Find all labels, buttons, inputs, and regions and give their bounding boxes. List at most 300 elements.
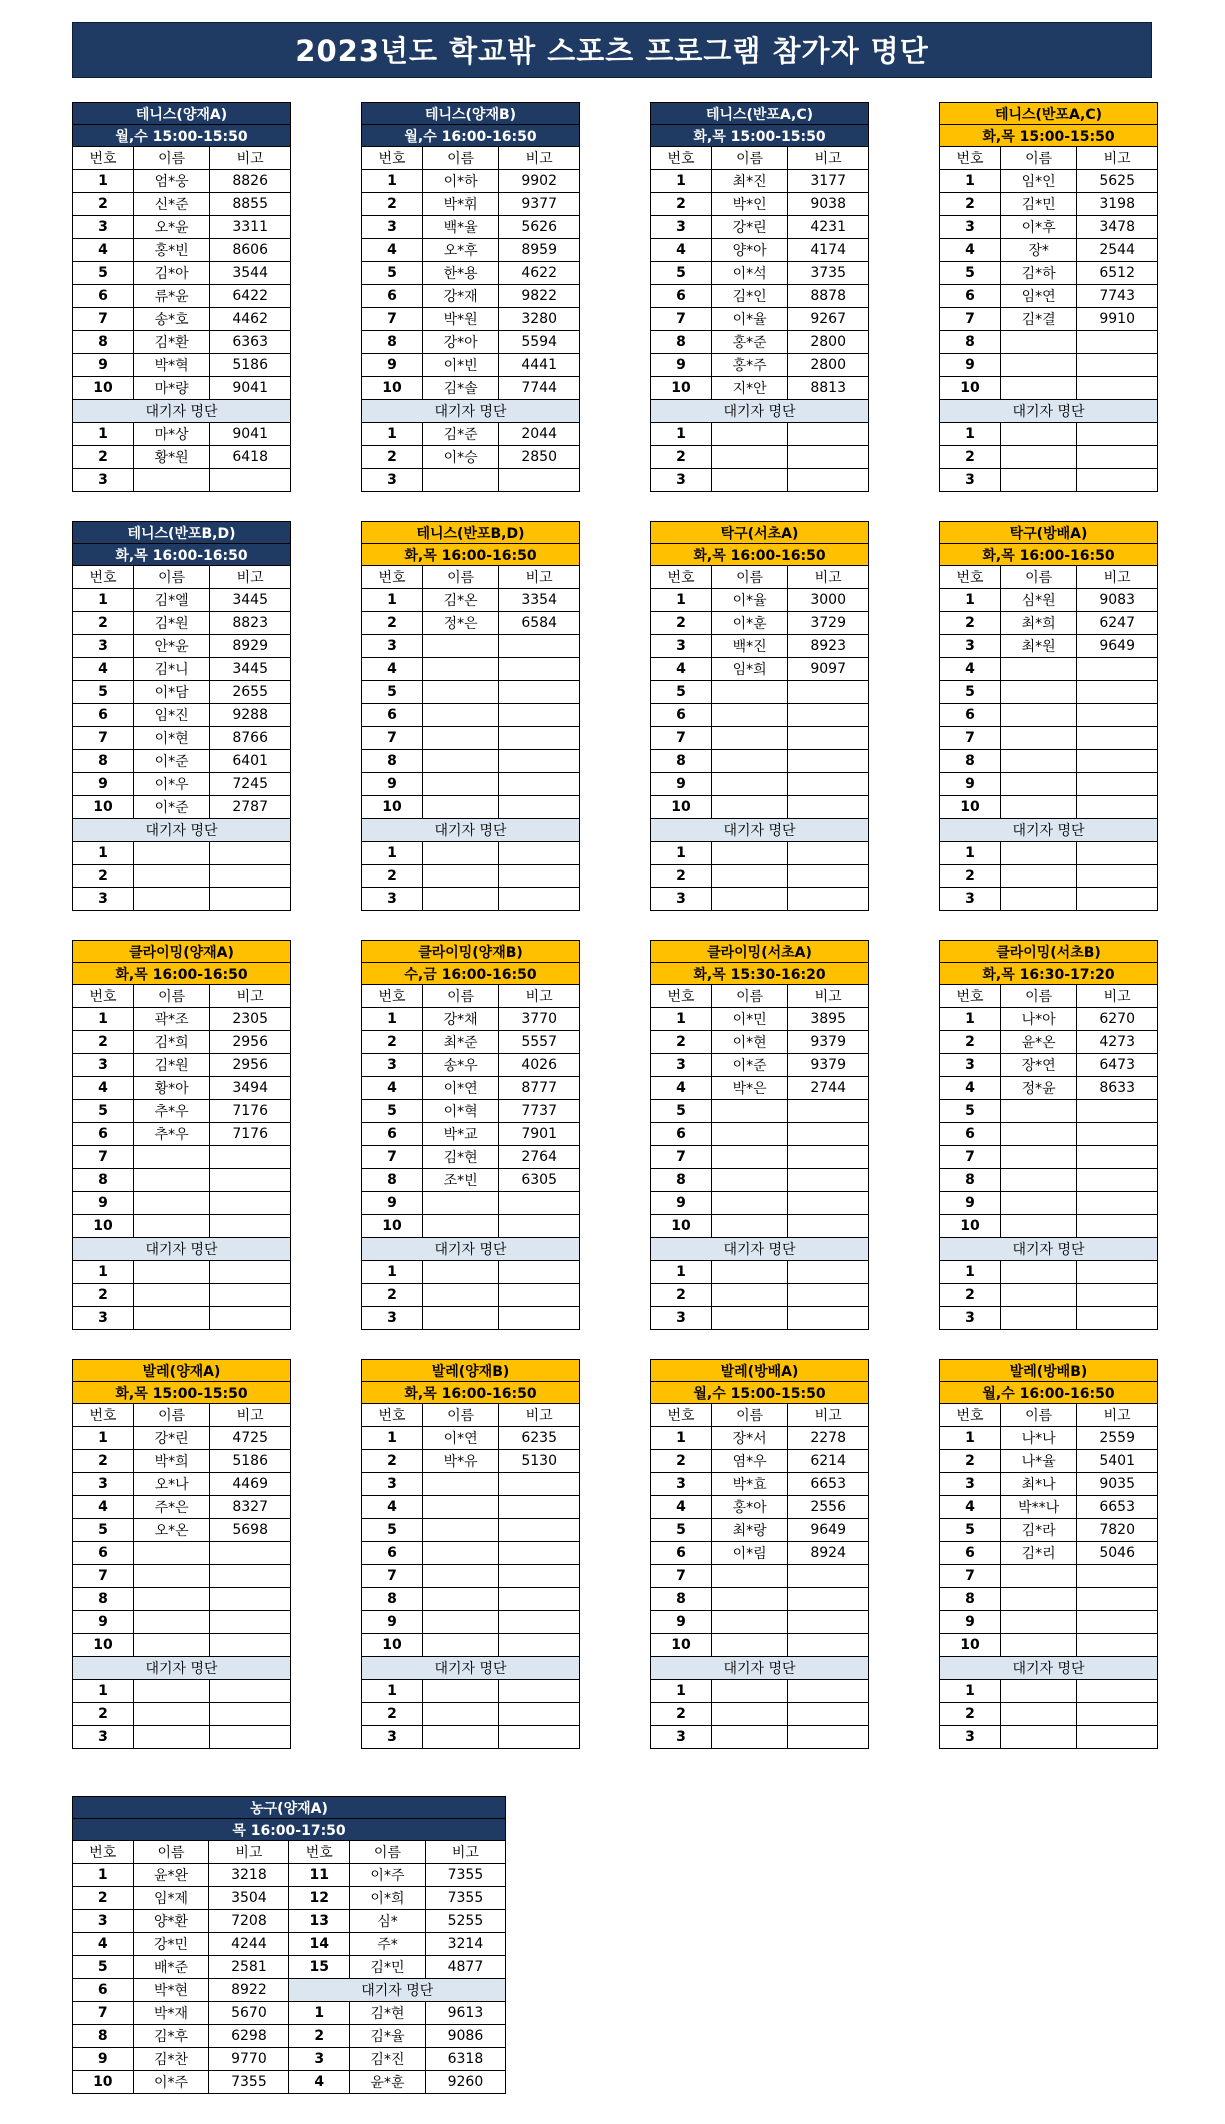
entry-note: 4273	[1077, 1031, 1158, 1054]
waitlist-header: 대기자 명단	[73, 819, 291, 842]
waitlist-row	[362, 888, 580, 911]
entry-note: 3354	[499, 589, 580, 612]
entry-name	[423, 658, 499, 681]
col-header-number: 번호	[940, 1404, 1001, 1427]
participant-row	[651, 239, 869, 262]
program-title: 클라이밍(양재A)	[73, 941, 291, 963]
entry-number: 3	[940, 469, 1001, 492]
waitlist-row	[362, 1284, 580, 1307]
program-time-row	[73, 125, 291, 147]
entry-note: 8826	[210, 170, 291, 193]
entry-number: 1	[289, 2002, 350, 2025]
col-header-note: 비고	[210, 147, 291, 170]
waitlist-header-row	[940, 819, 1158, 842]
program-table	[939, 1359, 1158, 1749]
entry-note	[1077, 1261, 1158, 1284]
entry-note: 9041	[210, 377, 291, 400]
entry-number: 8	[73, 1588, 134, 1611]
col-header-number: 번호	[73, 1841, 134, 1864]
waitlist-row	[362, 1307, 580, 1330]
entry-number: 2	[651, 1031, 712, 1054]
program-title: 테니스(반포A,C)	[651, 103, 869, 125]
entry-name: 강*채	[423, 1008, 499, 1031]
entry-number: 2	[651, 193, 712, 216]
entry-number: 6	[940, 704, 1001, 727]
entry-note	[788, 1588, 869, 1611]
entry-name	[712, 1192, 788, 1215]
entry-name	[134, 1680, 210, 1703]
entry-name	[712, 704, 788, 727]
waitlist-row	[73, 888, 291, 911]
participant-row	[362, 1031, 580, 1054]
entry-name: 마*상	[134, 423, 210, 446]
entry-note: 3311	[210, 216, 291, 239]
waitlist-row	[651, 1261, 869, 1284]
entry-note	[788, 681, 869, 704]
entry-note	[788, 1284, 869, 1307]
entry-note	[1077, 1100, 1158, 1123]
entry-name	[712, 888, 788, 911]
entry-name	[1001, 1565, 1077, 1588]
entry-note: 9649	[1077, 635, 1158, 658]
program-time-row	[651, 125, 869, 147]
participant-row	[362, 612, 580, 635]
entry-note: 4231	[788, 216, 869, 239]
entry-number: 7	[73, 1565, 134, 1588]
entry-number: 4	[651, 1496, 712, 1519]
entry-name	[423, 1473, 499, 1496]
entry-name	[423, 635, 499, 658]
entry-note: 5557	[499, 1031, 580, 1054]
participant-row	[940, 216, 1158, 239]
entry-number: 1	[362, 1427, 423, 1450]
entry-name: 추*우	[134, 1123, 210, 1146]
participant-row	[73, 2002, 506, 2025]
participant-row	[651, 170, 869, 193]
participant-row	[940, 1008, 1158, 1031]
entry-name: 이*연	[423, 1427, 499, 1450]
waitlist-row	[651, 1307, 869, 1330]
participant-row	[73, 1123, 291, 1146]
entry-number: 2	[651, 446, 712, 469]
entry-note	[210, 1146, 291, 1169]
waitlist-row	[940, 888, 1158, 911]
waitlist-header-row	[651, 1657, 869, 1680]
program-title-row	[940, 103, 1158, 125]
entry-note: 2850	[499, 446, 580, 469]
entry-number: 2	[362, 1703, 423, 1726]
entry-number: 9	[73, 1611, 134, 1634]
entry-name	[712, 842, 788, 865]
entry-name	[423, 1519, 499, 1542]
entry-note	[1077, 704, 1158, 727]
waitlist-row	[651, 446, 869, 469]
entry-name	[134, 1634, 210, 1657]
participant-row	[73, 1979, 506, 2002]
entry-number: 7	[73, 2002, 134, 2025]
entry-number: 15	[289, 1956, 350, 1979]
waitlist-row	[73, 842, 291, 865]
participant-row	[651, 681, 869, 704]
participant-row	[73, 1169, 291, 1192]
participant-row	[73, 331, 291, 354]
participant-row	[651, 612, 869, 635]
entry-number: 2	[362, 446, 423, 469]
participant-row	[73, 285, 291, 308]
entry-number: 6	[73, 1979, 134, 2002]
participant-row	[940, 1077, 1158, 1100]
entry-number: 7	[651, 1565, 712, 1588]
entry-note	[210, 1703, 291, 1726]
participant-row	[651, 1100, 869, 1123]
entry-note: 3770	[499, 1008, 580, 1031]
entry-number: 1	[940, 423, 1001, 446]
entry-note	[788, 1123, 869, 1146]
entry-name: 이*후	[1001, 216, 1077, 239]
entry-name: 이*훈	[712, 612, 788, 635]
entry-name	[712, 1146, 788, 1169]
participant-row	[73, 1519, 291, 1542]
participant-row	[73, 727, 291, 750]
entry-note: 9649	[788, 1519, 869, 1542]
waitlist-row	[73, 423, 291, 446]
entry-name: 강*재	[423, 285, 499, 308]
column-header-row	[73, 566, 291, 589]
waitlist-header-row	[73, 1657, 291, 1680]
entry-note	[1077, 750, 1158, 773]
entry-number: 1	[940, 842, 1001, 865]
col-header-name: 이름	[423, 566, 499, 589]
program-title: 발레(양재A)	[73, 1360, 291, 1382]
col-header-note: 비고	[210, 1404, 291, 1427]
entry-name	[1001, 377, 1077, 400]
waitlist-header: 대기자 명단	[651, 1657, 869, 1680]
participant-row	[651, 589, 869, 612]
entry-note	[499, 1261, 580, 1284]
program-title: 발레(방배A)	[651, 1360, 869, 1382]
entry-number: 9	[651, 1192, 712, 1215]
entry-number: 2	[362, 1450, 423, 1473]
entry-number: 7	[940, 1565, 1001, 1588]
entry-note	[1077, 423, 1158, 446]
program-title: 클라이밍(서초B)	[940, 941, 1158, 963]
entry-note	[499, 469, 580, 492]
entry-name: 최*나	[1001, 1473, 1077, 1496]
participant-row	[940, 750, 1158, 773]
column-header-row	[651, 566, 869, 589]
entry-name: 김*환	[134, 331, 210, 354]
column-header-row	[73, 985, 291, 1008]
entry-note	[210, 1192, 291, 1215]
entry-note: 3494	[210, 1077, 291, 1100]
entry-name	[1001, 865, 1077, 888]
participant-row	[651, 1054, 869, 1077]
entry-note	[499, 865, 580, 888]
entry-name	[712, 469, 788, 492]
entry-note: 4462	[210, 308, 291, 331]
entry-name	[423, 1496, 499, 1519]
waitlist-row	[940, 1680, 1158, 1703]
entry-note	[210, 1588, 291, 1611]
entry-note: 8813	[788, 377, 869, 400]
entry-note: 2556	[788, 1496, 869, 1519]
entry-note	[788, 773, 869, 796]
participant-row	[651, 354, 869, 377]
entry-number: 6	[651, 285, 712, 308]
entry-name	[712, 1215, 788, 1238]
entry-name: 박*원	[423, 308, 499, 331]
entry-number: 1	[651, 1680, 712, 1703]
entry-note: 5670	[209, 2002, 289, 2025]
participant-row	[73, 1008, 291, 1031]
entry-note	[499, 1565, 580, 1588]
column-header-row	[940, 985, 1158, 1008]
entry-number: 6	[362, 1123, 423, 1146]
entry-number: 1	[73, 1261, 134, 1284]
participant-row	[940, 1519, 1158, 1542]
program-time: 화,목 16:00-16:50	[940, 544, 1158, 566]
entry-number: 1	[362, 170, 423, 193]
entry-number: 7	[651, 1146, 712, 1169]
entry-number: 10	[651, 796, 712, 819]
entry-name	[1001, 1726, 1077, 1749]
entry-name	[712, 1261, 788, 1284]
entry-name	[134, 1284, 210, 1307]
participant-row	[651, 1588, 869, 1611]
participant-row	[940, 1496, 1158, 1519]
entry-note	[788, 865, 869, 888]
entry-number: 6	[940, 285, 1001, 308]
participant-row	[73, 308, 291, 331]
entry-number: 3	[651, 469, 712, 492]
entry-note	[1077, 1634, 1158, 1657]
entry-note: 3177	[788, 170, 869, 193]
entry-number: 3	[651, 888, 712, 911]
entry-number: 2	[940, 612, 1001, 635]
entry-name: 이*희	[350, 1887, 426, 1910]
program-time-row	[362, 544, 580, 566]
participant-row	[73, 658, 291, 681]
entry-note	[788, 1634, 869, 1657]
participant-row	[73, 1588, 291, 1611]
entry-number: 7	[362, 1565, 423, 1588]
entry-number: 2	[73, 865, 134, 888]
entry-note: 6235	[499, 1427, 580, 1450]
entry-note	[499, 1542, 580, 1565]
entry-name	[1001, 446, 1077, 469]
entry-name: 마*량	[134, 377, 210, 400]
entry-note	[788, 1703, 869, 1726]
participant-row	[651, 1611, 869, 1634]
col-header-name: 이름	[1001, 147, 1077, 170]
entry-name	[134, 1261, 210, 1284]
entry-name	[1001, 423, 1077, 446]
waitlist-header: 대기자 명단	[940, 400, 1158, 423]
participant-row	[940, 1427, 1158, 1450]
entry-name	[134, 1146, 210, 1169]
participant-row	[73, 796, 291, 819]
entry-note	[499, 704, 580, 727]
entry-name	[134, 842, 210, 865]
participant-row	[73, 1427, 291, 1450]
entry-note: 8929	[210, 635, 291, 658]
entry-name: 양*아	[712, 239, 788, 262]
entry-name: 이*현	[712, 1031, 788, 1054]
entry-note: 7901	[499, 1123, 580, 1146]
participant-row	[940, 681, 1158, 704]
entry-number: 6	[940, 1542, 1001, 1565]
col-header-number: 번호	[73, 147, 134, 170]
waitlist-row	[362, 865, 580, 888]
entry-note: 9613	[425, 2002, 505, 2025]
entry-note	[499, 1726, 580, 1749]
waitlist-row	[362, 446, 580, 469]
entry-name: 박*인	[712, 193, 788, 216]
entry-number: 10	[73, 2071, 134, 2094]
participant-row	[73, 216, 291, 239]
entry-name: 이*민	[712, 1008, 788, 1031]
participant-row	[651, 1192, 869, 1215]
entry-number: 2	[73, 193, 134, 216]
entry-name	[1001, 888, 1077, 911]
participant-row	[651, 1146, 869, 1169]
entry-number: 5	[73, 1519, 134, 1542]
entry-name: 박*유	[423, 1450, 499, 1473]
entry-note: 8924	[788, 1542, 869, 1565]
participant-row	[362, 773, 580, 796]
entry-note	[210, 1215, 291, 1238]
entry-number: 9	[362, 773, 423, 796]
program-time-row	[940, 963, 1158, 985]
entry-name	[1001, 1284, 1077, 1307]
participant-row	[362, 1077, 580, 1100]
entry-number: 3	[73, 1307, 134, 1330]
entry-number: 1	[940, 170, 1001, 193]
entry-note: 3198	[1077, 193, 1158, 216]
entry-number: 6	[73, 285, 134, 308]
col-header-note: 비고	[788, 566, 869, 589]
participant-row	[940, 1100, 1158, 1123]
waitlist-row	[73, 1284, 291, 1307]
col-header-name: 이름	[133, 1841, 209, 1864]
entry-number: 2	[73, 1450, 134, 1473]
entry-number: 8	[651, 331, 712, 354]
entry-number: 2	[362, 865, 423, 888]
entry-note	[499, 1680, 580, 1703]
entry-name	[134, 1726, 210, 1749]
entry-note	[499, 1588, 580, 1611]
entry-name: 김*찬	[133, 2048, 209, 2071]
entry-number: 10	[940, 377, 1001, 400]
entry-note	[1077, 1703, 1158, 1726]
participant-row	[651, 750, 869, 773]
col-header-note: 비고	[499, 1404, 580, 1427]
waitlist-header: 대기자 명단	[940, 1657, 1158, 1680]
program-title-row	[73, 1360, 291, 1382]
entry-note: 6584	[499, 612, 580, 635]
entry-number: 9	[73, 773, 134, 796]
waitlist-header: 대기자 명단	[362, 1657, 580, 1680]
entry-note: 8855	[210, 193, 291, 216]
waitlist-header: 대기자 명단	[940, 819, 1158, 842]
entry-note	[788, 1680, 869, 1703]
entry-note: 9086	[425, 2025, 505, 2048]
entry-number: 5	[940, 681, 1001, 704]
entry-name: 이*빈	[423, 354, 499, 377]
participant-row	[73, 1565, 291, 1588]
participant-row	[362, 1519, 580, 1542]
participant-row	[651, 1169, 869, 1192]
entry-note: 9035	[1077, 1473, 1158, 1496]
entry-note: 3280	[499, 308, 580, 331]
participant-row	[651, 308, 869, 331]
program-time-row	[73, 544, 291, 566]
entry-number: 5	[73, 262, 134, 285]
entry-note: 2800	[788, 354, 869, 377]
entry-number: 9	[362, 1611, 423, 1634]
entry-number: 9	[940, 1611, 1001, 1634]
col-header-number: 번호	[651, 1404, 712, 1427]
waitlist-row	[940, 1307, 1158, 1330]
program-table	[939, 940, 1158, 1330]
entry-number: 2	[73, 1284, 134, 1307]
entry-name	[423, 750, 499, 773]
col-header-number: 번호	[940, 985, 1001, 1008]
waitlist-header: 대기자 명단	[651, 400, 869, 423]
program-time-row	[651, 1382, 869, 1404]
entry-number: 2	[940, 865, 1001, 888]
entry-note: 3214	[425, 1933, 505, 1956]
entry-name: 심*원	[1001, 589, 1077, 612]
participant-row	[940, 1450, 1158, 1473]
entry-note	[499, 1284, 580, 1307]
entry-number: 5	[362, 681, 423, 704]
entry-note: 4725	[210, 1427, 291, 1450]
entry-note: 7744	[499, 377, 580, 400]
participant-row	[362, 239, 580, 262]
entry-name	[423, 865, 499, 888]
entry-number: 3	[289, 2048, 350, 2071]
entry-note	[788, 1565, 869, 1588]
entry-note: 9379	[788, 1054, 869, 1077]
entry-number: 2	[73, 1887, 134, 1910]
col-header-name: 이름	[712, 1404, 788, 1427]
program-time: 월,수 16:00-16:50	[940, 1382, 1158, 1404]
entry-name: 김*인	[712, 285, 788, 308]
entry-number: 4	[651, 239, 712, 262]
participant-row	[651, 262, 869, 285]
participant-row	[651, 727, 869, 750]
entry-number: 4	[362, 1077, 423, 1100]
program-time: 화,목 15:30-16:20	[651, 963, 869, 985]
participant-row	[362, 1427, 580, 1450]
entry-note: 9097	[788, 658, 869, 681]
entry-number: 1	[651, 589, 712, 612]
entry-note	[1077, 1123, 1158, 1146]
entry-number: 1	[73, 1864, 134, 1887]
participant-row	[362, 285, 580, 308]
col-header-number: 번호	[362, 147, 423, 170]
waitlist-row	[73, 1307, 291, 1330]
entry-number: 3	[940, 1473, 1001, 1496]
waitlist-row	[362, 1680, 580, 1703]
entry-note: 2044	[499, 423, 580, 446]
entry-name: 이*주	[133, 2071, 209, 2094]
participant-row	[940, 239, 1158, 262]
waitlist-row	[362, 842, 580, 865]
entry-note	[788, 1307, 869, 1330]
entry-number: 10	[73, 1215, 134, 1238]
